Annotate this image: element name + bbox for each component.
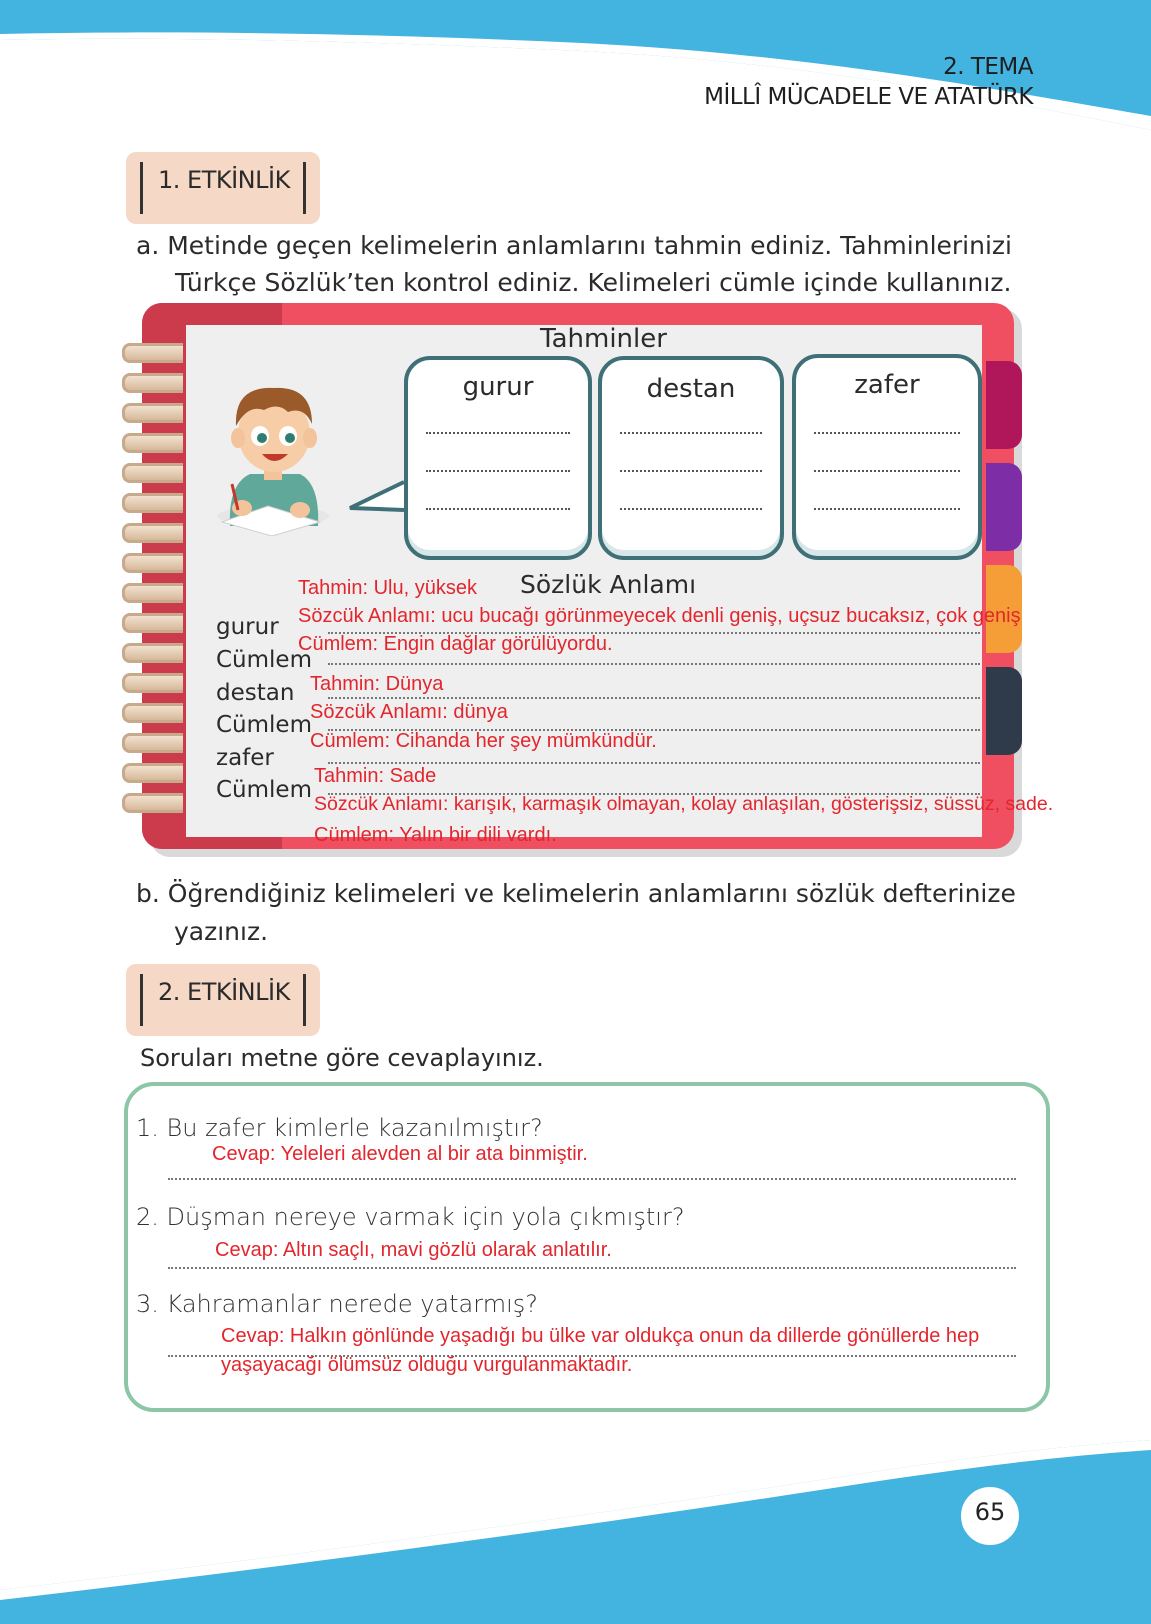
answer-line xyxy=(328,663,980,665)
tahminler-title: Tahminler xyxy=(540,324,667,354)
activity-badge-label: 1. ETKİNLİK xyxy=(158,166,290,194)
notebook-tab xyxy=(986,361,1022,449)
answer-destan-sozcuk: Sözcük Anlamı: dünya xyxy=(310,701,508,723)
activity-badge xyxy=(126,152,320,224)
theme-number: 2. TEMA xyxy=(943,54,1033,80)
answer-destan-cumle: Cümlem: Cihanda her şey mümkündür. xyxy=(310,730,657,752)
guess-bubble-gurur xyxy=(404,356,592,560)
answer-line xyxy=(168,1178,1016,1180)
instruction-activity2: Soruları metne göre cevaplayınız. xyxy=(140,1044,544,1072)
label-gurur: gurur xyxy=(216,614,279,640)
label-zafer: zafer xyxy=(216,745,274,771)
answer-3: Cevap: Halkın gönlünde yaşadığı bu ülke var oldukça onun da dillerde gönüllerde hep xyxy=(221,1325,980,1347)
answer-destan-tahmin: Tahmin: Dünya xyxy=(310,673,444,695)
answer-line xyxy=(328,762,980,764)
answer-zafer-sozcuk: Sözcük Anlamı: karışık, karmaşık olmayan, kolay anlaşılan, gösterişsiz, süssüz, sade. xyxy=(314,793,1054,815)
label-cumlem: Cümlem xyxy=(216,712,312,738)
answer-line xyxy=(328,697,980,699)
answer-zafer-cumle: Cümlem: Yalın bir dili vardı. xyxy=(314,824,557,846)
activity-badge-label: 2. ETKİNLİK xyxy=(158,978,290,1006)
question-1: 1. Bu zafer kimlerle kazanılmıştır? xyxy=(136,1114,543,1142)
answer-1: Cevap: Yeleleri alevden al bir ata binmiştir. xyxy=(212,1143,588,1165)
guess-bubble-zafer xyxy=(792,354,982,560)
page-number: 65 xyxy=(974,1498,1006,1526)
label-cumlem: Cümlem xyxy=(216,647,312,673)
answer-3-line2: yaşayacağı ölümsüz olduğu vurgulanmaktadır. xyxy=(221,1354,633,1376)
instruction-b-line1: b. Öğrendiğiniz kelimeleri ve kelimelerin anlamlarını sözlük defterinize xyxy=(136,879,1016,908)
theme-title: MİLLÎ MÜCADELE VE ATATÜRK xyxy=(704,84,1033,110)
sozluk-title: Sözlük Anlamı xyxy=(520,570,697,599)
answer-2: Cevap: Altın saçlı, mavi gözlü olarak anlatılır. xyxy=(215,1239,612,1261)
answer-gurur-tahmin: Tahmin: Ulu, yüksek xyxy=(298,577,477,599)
guess-bubble-destan xyxy=(598,356,784,560)
bubble-tail xyxy=(346,480,408,520)
question-2: 2. Düşman nereye varmak için yola çıkmıştır? xyxy=(136,1203,685,1231)
bubble-word: destan xyxy=(646,374,736,404)
boy-illustration xyxy=(208,376,338,536)
instruction-a-line1: a. Metinde geçen kelimelerin anlamlarını tahmin ediniz. Tahminlerinizi xyxy=(136,231,1012,260)
answer-zafer-tahmin: Tahmin: Sade xyxy=(314,765,437,787)
instruction-b-line2: yazınız. xyxy=(174,917,269,946)
notebook-tab xyxy=(986,463,1022,551)
notebook-tab xyxy=(986,667,1022,755)
bubble-word: gurur xyxy=(462,372,534,402)
label-destan: destan xyxy=(216,680,295,706)
activity-badge xyxy=(126,964,320,1036)
label-cumlem: Cümlem xyxy=(216,777,312,803)
answer-gurur-sozcuk: Sözcük Anlamı: ucu bucağı görünmeyecek denli geniş, uçsuz bucaksız, çok geniş xyxy=(298,605,1021,627)
question-3: 3. Kahramanlar nerede yatarmış? xyxy=(136,1290,538,1318)
answer-gurur-cumle: Cümlem: Engin dağlar görülüyordu. xyxy=(298,633,613,655)
answer-line xyxy=(168,1267,1016,1269)
bubble-word: zafer xyxy=(854,370,920,400)
instruction-a-line2: Türkçe Sözlük’ten kontrol ediniz. Kelimeleri cümle içinde kullanınız. xyxy=(175,268,1012,297)
